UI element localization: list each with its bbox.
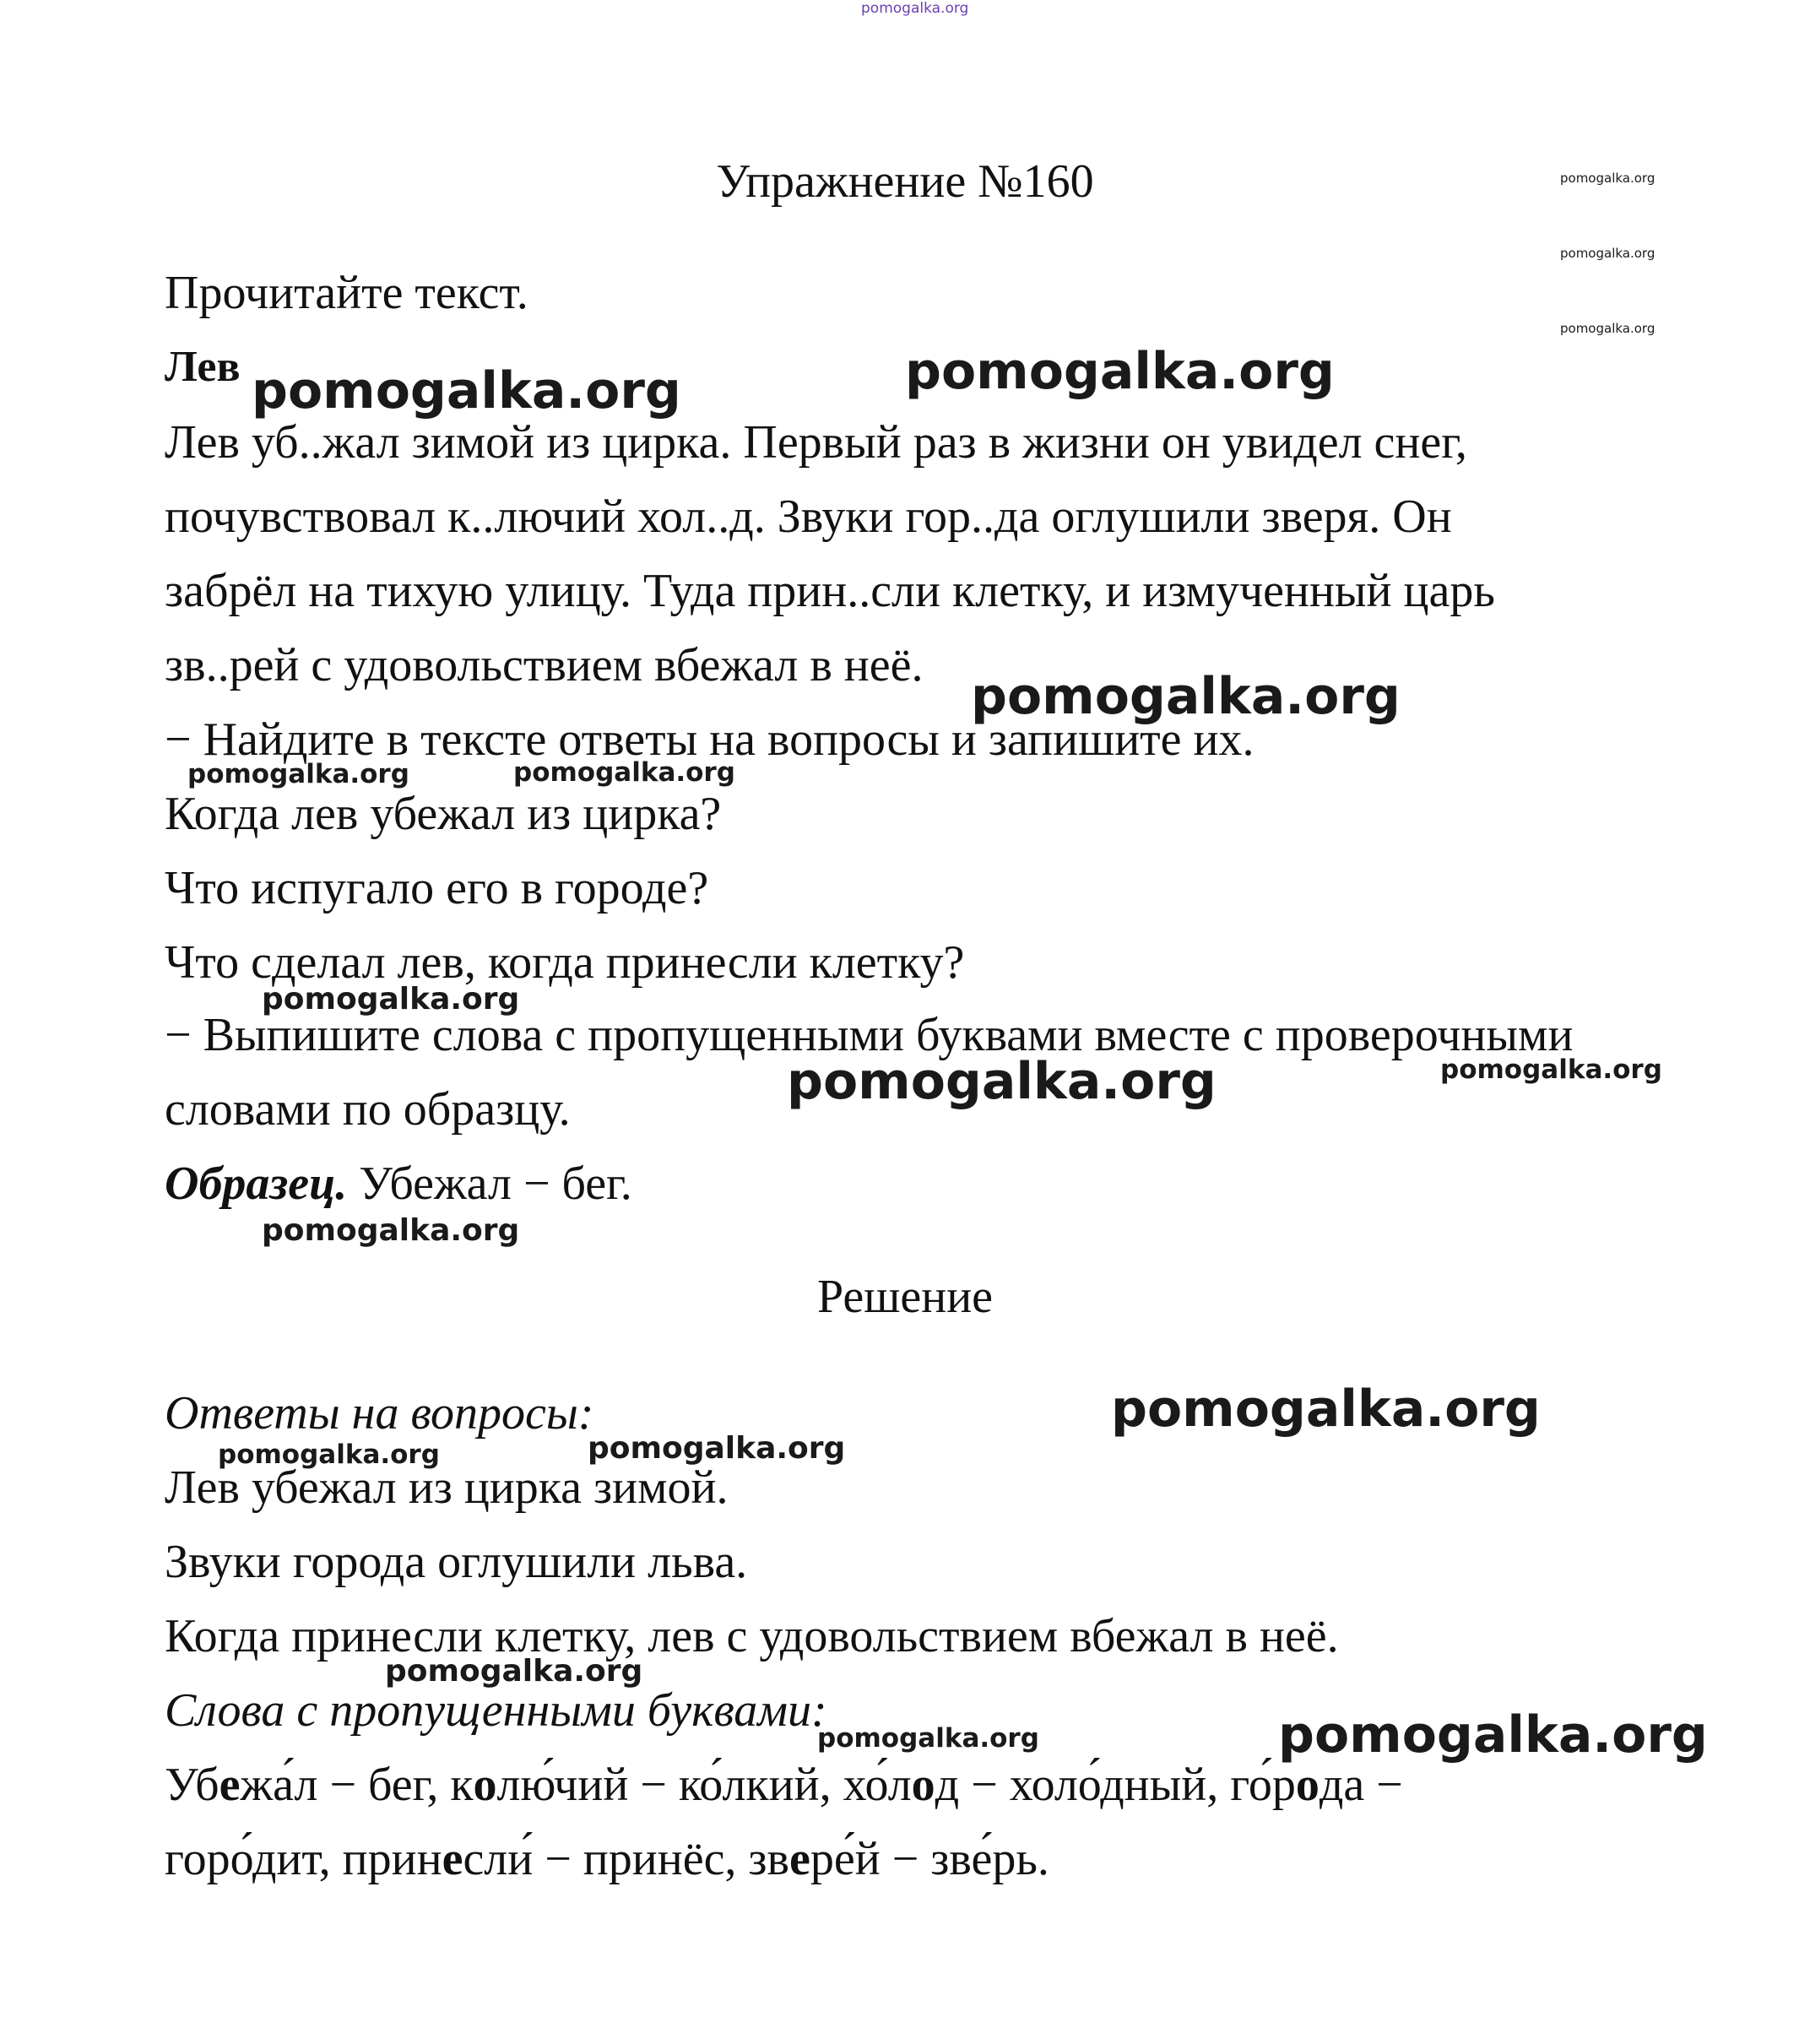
- watermark-small-1: pomogalka.org: [187, 759, 409, 789]
- copy-prompt-line-1: − Выпишите слова с пропущенными буквами вместе с проверочными: [165, 1009, 1574, 1061]
- story-line-4: зв..рей с удовольствием вбежал в неё.: [165, 639, 924, 691]
- question-3: Что сделал лев, когда принесли клетку?: [165, 936, 965, 989]
- story-line-2: почувствовал к..лючий хол..д. Звуки гор..да оглушили зверя. Он: [165, 491, 1452, 543]
- words-line-1-part-8: о: [1295, 1759, 1320, 1811]
- words-label: Слова с пропущенными буквами:: [165, 1684, 827, 1737]
- watermark-medium-2: pomogalka.org: [262, 1213, 520, 1248]
- questions-prompt: − Найдите в тексте ответы на вопросы и запишите их.: [165, 713, 1255, 766]
- words-line-1-part-4: о: [473, 1759, 497, 1811]
- answer-2: Звуки города оглушили льва.: [165, 1536, 748, 1588]
- copy-prompt-line-2: словами по образцу.: [165, 1083, 571, 1136]
- words-line-2: [165, 1832, 1049, 1886]
- watermark-medium-3: pomogalka.org: [588, 1431, 846, 1466]
- watermark-side-2: pomogalka.org: [1560, 246, 1656, 261]
- words-line-1: [165, 1758, 1403, 1812]
- words-line-1-part-3: жа́л − бег, к: [240, 1759, 474, 1811]
- words-line-1-part-6: о: [911, 1759, 935, 1811]
- sample-line: [165, 1157, 632, 1211]
- words-line-2-part-3: сли́ − принёс, зв: [463, 1833, 789, 1885]
- watermark-small-4: pomogalka.org: [218, 1439, 440, 1470]
- watermark-side-3: pomogalka.org: [1560, 321, 1656, 336]
- story-line-3: забрёл на тихую улицу. Туда прин..сли клетку, и измученный царь: [165, 565, 1495, 617]
- question-2: Что испугало его в городе?: [165, 862, 709, 914]
- watermark-small-3: pomogalka.org: [1440, 1055, 1662, 1085]
- words-line-2-part-4: е: [788, 1833, 810, 1885]
- story-title: Лев: [165, 343, 241, 391]
- watermark-large-6: pomogalka.org: [1278, 1705, 1708, 1765]
- watermark-large-3: pomogalka.org: [971, 667, 1401, 726]
- watermark-top: pomogalka.org: [861, 0, 969, 17]
- answer-3: Когда принесли клетку, лев с удовольствием вбежал в неё.: [165, 1610, 1339, 1662]
- watermark-side-1: pomogalka.org: [1560, 171, 1656, 186]
- instruction-text: Прочитайте текст.: [165, 267, 528, 319]
- watermark-medium-4: pomogalka.org: [385, 1654, 643, 1689]
- sample-label: Образец.: [165, 1158, 348, 1210]
- words-line-2-part-5: ре́й − зве́рь.: [810, 1833, 1049, 1885]
- watermark-small-2: pomogalka.org: [513, 757, 735, 788]
- words-line-2-part-2: е: [442, 1833, 463, 1885]
- answers-label: Ответы на вопросы:: [165, 1387, 594, 1439]
- exercise-title: Упражнение №160: [716, 155, 1094, 208]
- watermark-large-5: pomogalka.org: [1111, 1380, 1541, 1439]
- story-line-1: Лев уб..жал зимой из цирка. Первый раз в жизни он увидел снег,: [165, 416, 1467, 469]
- sample-text: Убежал − бег.: [347, 1158, 632, 1210]
- watermark-large-2: pomogalka.org: [905, 342, 1335, 401]
- watermark-small-5: pomogalka.org: [817, 1723, 1039, 1754]
- words-line-1-part-1: Уб: [165, 1759, 219, 1811]
- solution-heading: Решение: [816, 1271, 994, 1323]
- answer-1: Лев убежал из цирка зимой.: [165, 1461, 729, 1514]
- watermark-medium-1: pomogalka.org: [262, 982, 520, 1017]
- watermark-large-1: pomogalka.org: [252, 361, 681, 420]
- words-line-1-part-9: да −: [1319, 1759, 1403, 1811]
- question-1: Когда лев убежал из цирка?: [165, 788, 722, 840]
- watermark-large-4: pomogalka.org: [787, 1052, 1217, 1111]
- words-line-2-part-1: горо́дит, прин: [165, 1833, 442, 1885]
- words-line-1-part-5: лю́чий − ко́лкий, хо́л: [496, 1759, 912, 1811]
- words-line-1-part-7: д − холо́дный, го́р: [935, 1759, 1296, 1811]
- words-line-1-part-2: е: [219, 1759, 241, 1811]
